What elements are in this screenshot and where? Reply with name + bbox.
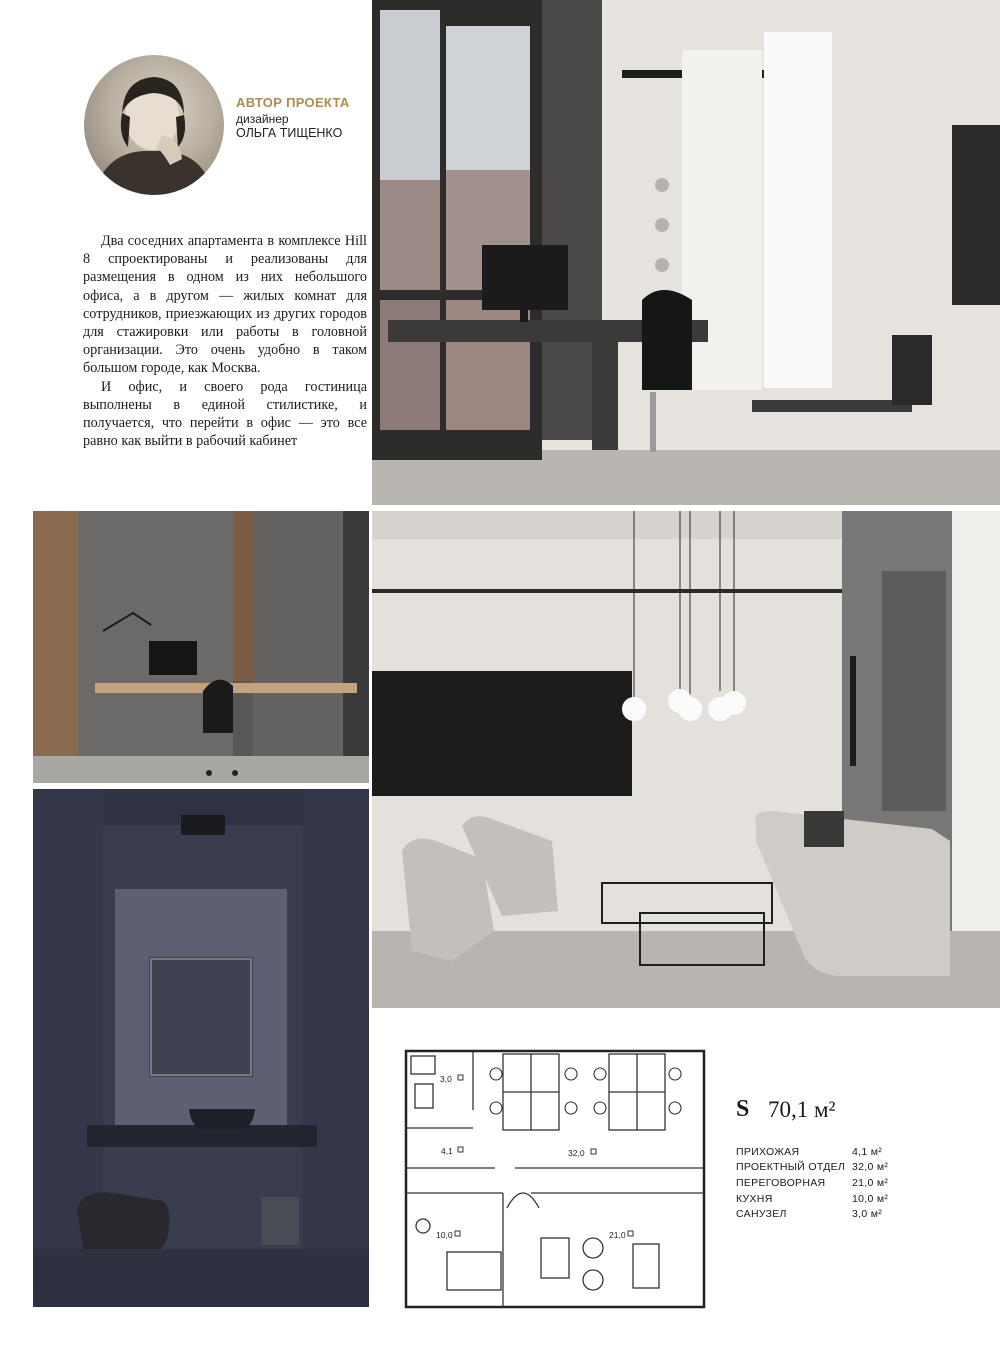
- intro-paragraph-1: Два соседних апартамента в комплексе Hill 8 спроектированы и реализованы для размещения в одном из них небольшого офиса, а в другом — жилых комнат для сотрудников, приезжающих из других городов для стажировки или работы в головной организации. Это очень удобно в таком большом городе, как Москва.: [83, 233, 367, 377]
- floor-plan: [403, 1048, 707, 1310]
- room-name: ПРИХОЖАЯ: [736, 1145, 800, 1158]
- plan-label-bathroom: 3,0: [440, 1074, 452, 1084]
- room-row: [736, 1160, 888, 1176]
- room-name: КУХНЯ: [736, 1192, 773, 1205]
- room-area: 4,1 м²: [852, 1145, 883, 1158]
- room-list: [736, 1144, 888, 1222]
- author-role: дизайнер: [236, 112, 289, 126]
- plan-label-hall: 4,1: [441, 1146, 453, 1156]
- plan-label-kitchen: 10,0: [436, 1230, 453, 1240]
- room-area: 21,0 м²: [852, 1176, 889, 1189]
- plan-label-office: 32,0: [568, 1148, 585, 1158]
- room-area: 10,0 м²: [852, 1192, 889, 1205]
- photo-office-window: [372, 0, 1000, 505]
- intro-paragraph-2: И офис, и своего рода гостиница выполнены в единой стилистике, и получается, что перейти в офис — это все равно как выйти в рабочий кабинет: [83, 378, 367, 450]
- author-tag: АВТОР ПРОЕКТА: [236, 95, 350, 110]
- room-name: ПРОЕКТНЫЙ ОТДЕЛ: [736, 1161, 846, 1174]
- room-row: [736, 1191, 888, 1207]
- intro-text: [83, 232, 367, 450]
- photo-office-desk: [33, 511, 369, 783]
- room-area: 3,0 м²: [852, 1208, 883, 1221]
- author-name: ОЛЬГА ТИЩЕНКО: [236, 126, 343, 140]
- photo-lounge: [372, 511, 1000, 1008]
- room-row: [736, 1175, 888, 1191]
- area-total: 70,1 м²: [768, 1097, 836, 1122]
- area-symbol: S: [736, 1096, 750, 1122]
- room-area: 32,0 м²: [852, 1161, 889, 1174]
- photo-bathroom: [33, 789, 369, 1307]
- room-row: [736, 1206, 888, 1222]
- author-portrait: [84, 55, 224, 195]
- plan-label-meeting: 21,0: [609, 1230, 626, 1240]
- room-name: САНУЗЕЛ: [736, 1208, 787, 1221]
- room-row: [736, 1144, 888, 1160]
- room-name: ПЕРЕГОВОРНАЯ: [736, 1176, 826, 1189]
